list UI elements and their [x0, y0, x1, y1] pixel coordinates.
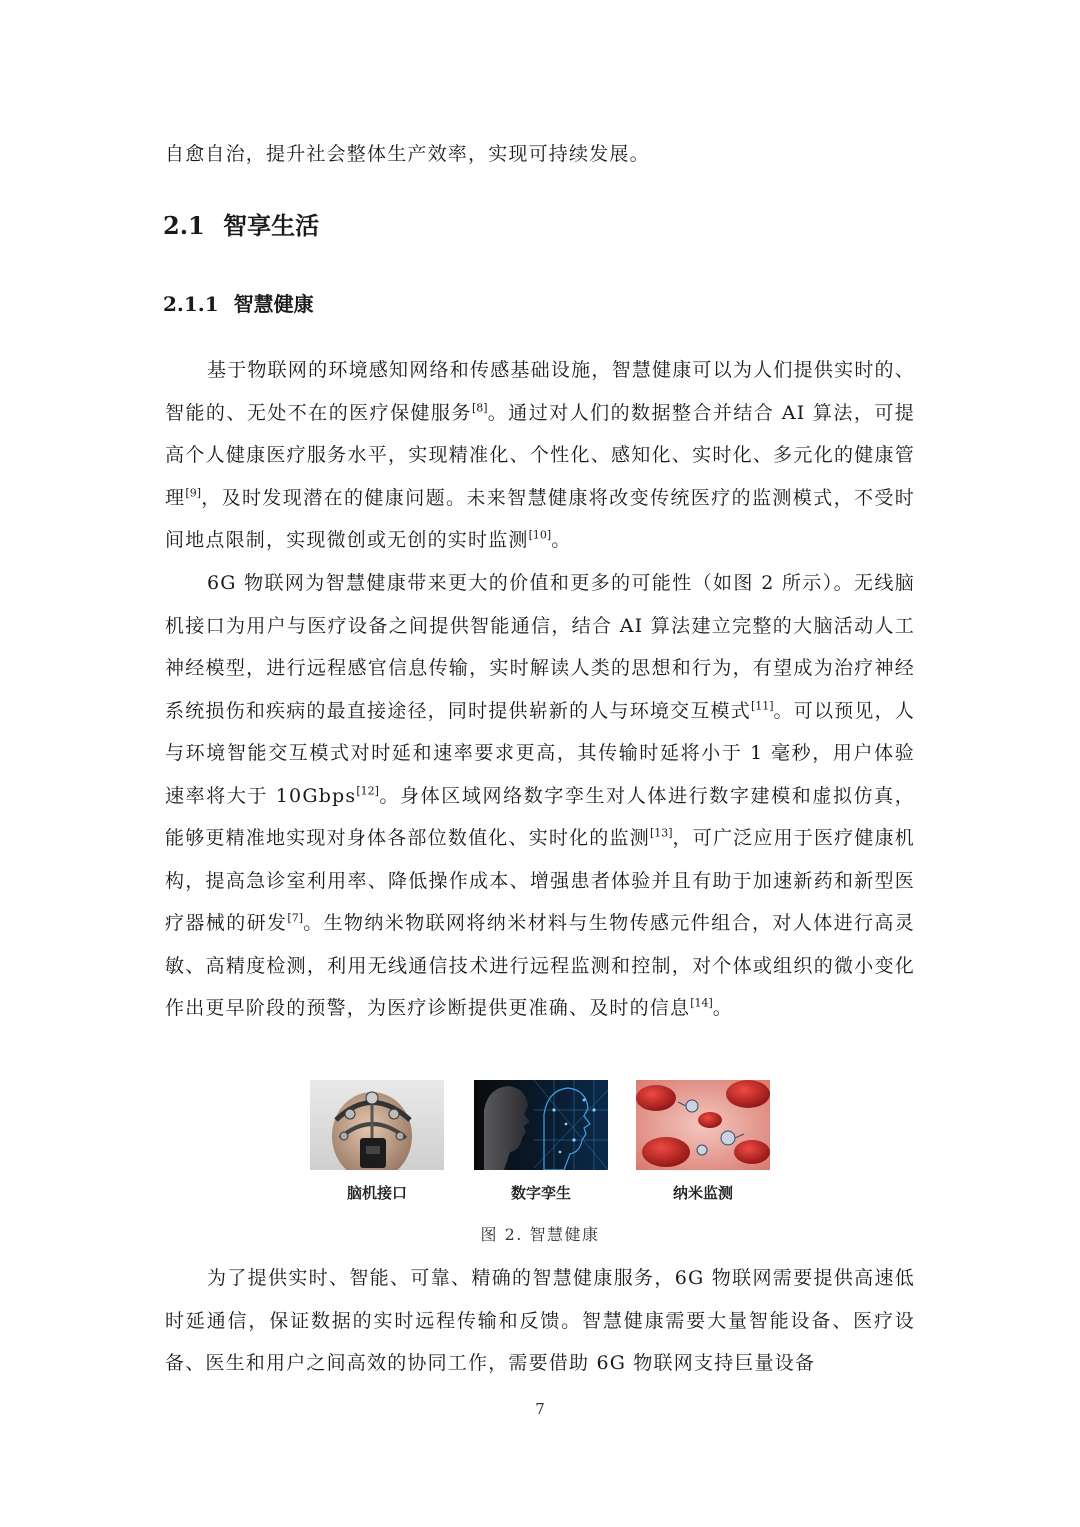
- digital-twin-face-photo: [474, 1080, 608, 1170]
- figure-caption-nano: 纳米监测: [672, 1184, 733, 1202]
- page-number: 7: [535, 1400, 545, 1418]
- brain-computer-interface-photo: [310, 1080, 444, 1170]
- paragraph-3: [165, 1257, 915, 1385]
- citation-7: [7]: [287, 911, 303, 925]
- subsection-heading: [163, 288, 314, 317]
- paragraph-2-text: 6G 物联网为智慧健康带来更大的价值和更多的可能性（如图 2 所示）。无线脑机接口为用户与医疗设备之间提供智能通信，结合 AI 算法建立完整的大脑活动人工神经模型，进行远程感官信息传输，实时解读人类的思想和行为，有望成为治疗神经系统损伤和疾病的最直接途径，同时提供崭新的人与环境交互模式[11]。可以预见，人与环境智能交互模式对时延和速率要求更高，其传输时延将小于 1 毫秒，用户体验速率将大于 10Gbps[12]。身体区域网络数字孪生对人体进行数字建模和虚拟仿真，能够更精准地实现对身体各部位数值化、实时化的监测[13]，可广泛应用于医疗健康机构，提高急诊室利用率、降低操作成本、增强患者体验并且有助于加速新药和新型医疗器械的研发[7]。生物纳米物联网将纳米材料与生物传感元件组合，对人体进行高灵敏、高精度检测，利用无线通信技术进行远程监测和控制，对个体或组织的微小变化作出更早阶段的预警，为医疗诊断提供更准确、及时的信息[14]。: [165, 572, 915, 1019]
- paragraph-1: [165, 349, 915, 562]
- section-number: 2.1: [163, 211, 205, 240]
- figure-title: 图 2. 智慧健康: [480, 1225, 600, 1244]
- figure-caption-digital-twin: 数字孪生: [510, 1184, 571, 1202]
- nano-monitoring-blood-cells-photo: [636, 1080, 770, 1170]
- citation-12: [12]: [356, 784, 379, 798]
- figure-2: [310, 1080, 770, 1200]
- citation-8: [8]: [471, 401, 488, 415]
- section-title: 智享生活: [223, 211, 320, 240]
- subsection-title: 智慧健康: [233, 292, 314, 316]
- section-heading: [163, 206, 319, 241]
- intro-paragraph: [165, 133, 915, 176]
- citation-10: [10]: [528, 528, 552, 542]
- intro-line: 自愈自治，提升社会整体生产效率，实现可持续发展。: [165, 143, 650, 165]
- citation-13: [13]: [649, 826, 673, 840]
- figure-caption-bci: 脑机接口: [346, 1184, 407, 1202]
- paragraph-1-text: 基于物联网的环境感知网络和传感基础设施，智慧健康可以为人们提供实时的、智能的、无处不在的医疗保健服务[8]。通过对人们的数据整合并结合 AI 算法，可提高个人健康医疗服务水平，实现精准化、个性化、感知化、实时化、多元化的健康管理[9]，及时发现潜在的健康问题。未来智慧健康将改变传统医疗的监测模式，不受时间地点限制，实现微创或无创的实时监测[10]。: [165, 359, 915, 551]
- paragraph-3-text: 为了提供实时、智能、可靠、精确的智慧健康服务，6G 物联网需要提供高速低时延通信，保证数据的实时远程传输和反馈。智慧健康需要大量智能设备、医疗设备、医生和用户之间高效的协同工作，需要借助 6G 物联网支持巨量设备: [165, 1267, 915, 1374]
- paragraph-2: [165, 562, 915, 1030]
- subsection-number: 2.1.1: [163, 292, 219, 316]
- citation-9: [9]: [185, 486, 201, 500]
- citation-11: [11]: [750, 699, 774, 713]
- citation-14: [14]: [690, 996, 713, 1010]
